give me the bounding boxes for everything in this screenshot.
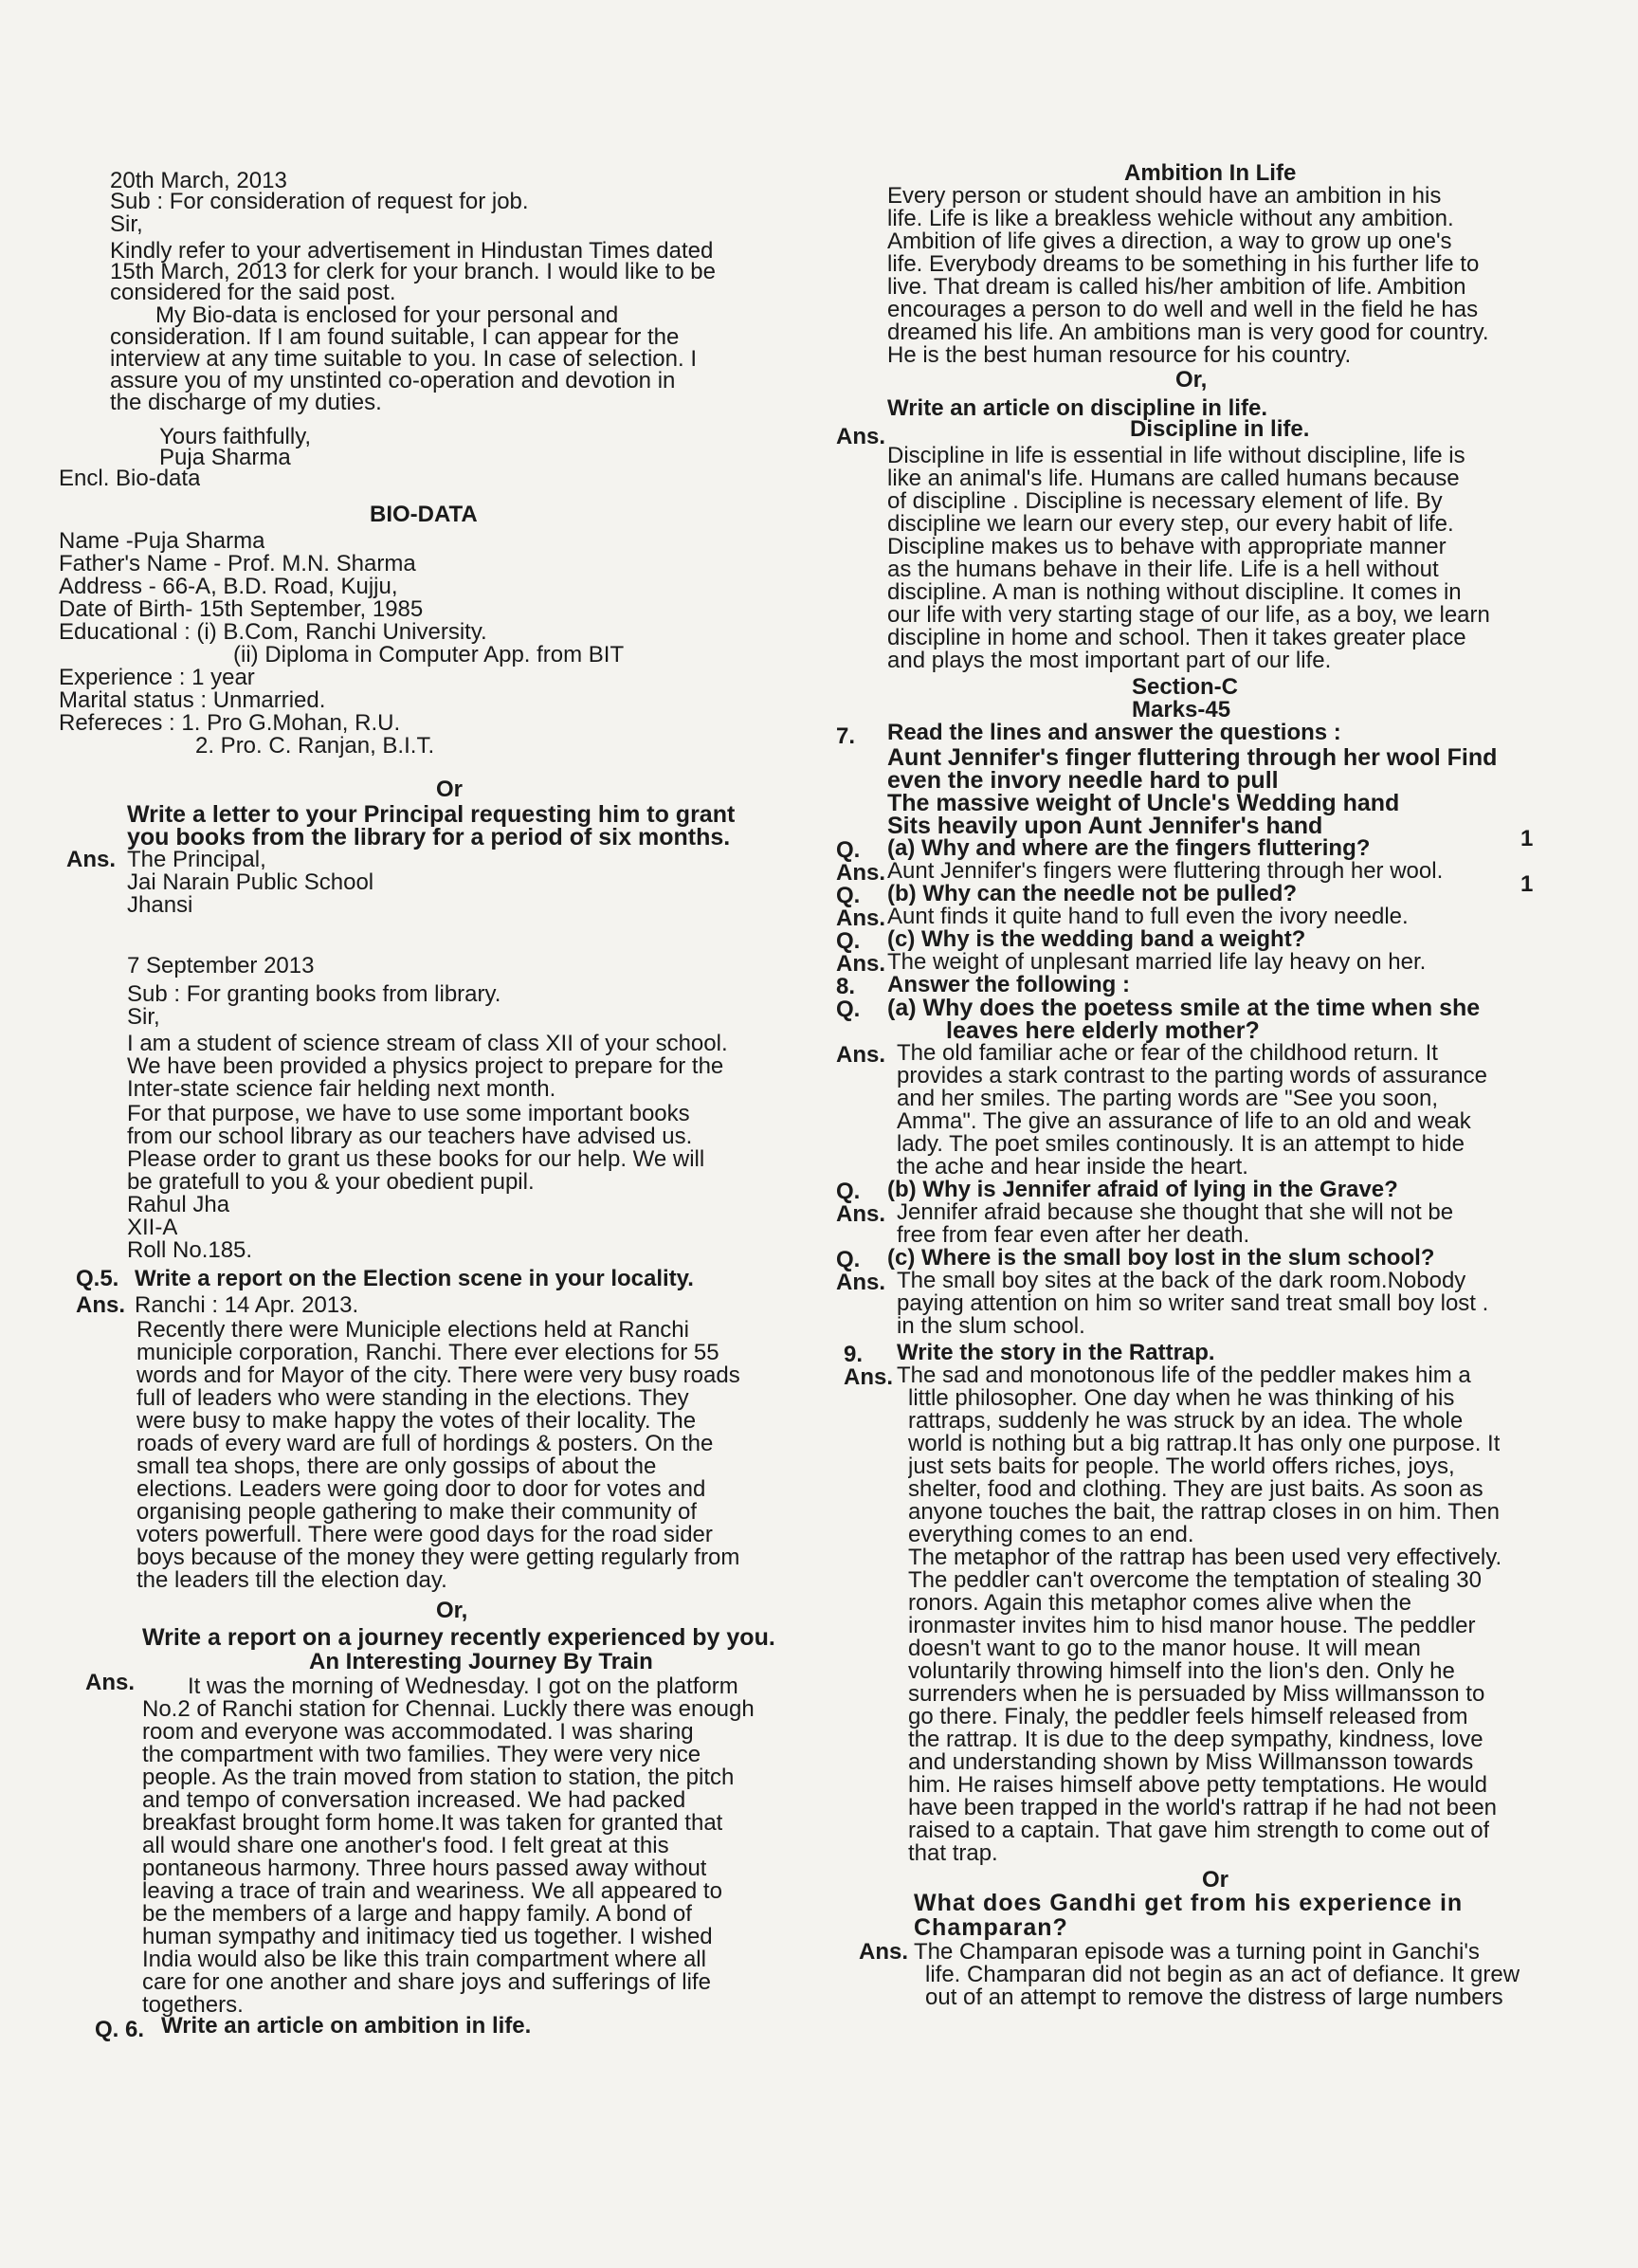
- or-divider: Or,: [1175, 368, 1208, 393]
- biodata-line: Address - 66-A, B.D. Road, Kujju,: [59, 575, 398, 599]
- article-line: discipline we learn our every step, our every habit of life.: [887, 512, 1454, 537]
- journey-line: India would also be like this train compartment where all: [142, 1948, 706, 1972]
- answer-text: lady. The poet smiles continously. It is an attempt to hide: [897, 1132, 1465, 1157]
- letter-para-line: assure you of my unstinted co-operation and devotion in: [110, 369, 676, 393]
- biodata-heading: BIO-DATA: [370, 503, 478, 527]
- story-line: ironmaster invites him to hisd manor house. The peddler: [908, 1614, 1476, 1638]
- report-line: Recently there were Municiple elections held at Ranchi: [136, 1318, 689, 1343]
- letter-para-line: consideration. If I am found suitable, I can appear for the: [110, 325, 680, 350]
- journey-line: all would share one another's food. I felt great at this: [142, 1834, 669, 1858]
- article-line: Discipline in life is essential in life without discipline, life is: [887, 444, 1465, 468]
- article-line: as the humans behave in their life. Life is a hell without: [887, 558, 1439, 582]
- question-text: Write a report on a journey recently experienced by you.: [142, 1625, 775, 1650]
- question-label: Q.: [836, 838, 861, 863]
- story-line: him. He raises himself above petty temptations. He would: [908, 1773, 1487, 1798]
- story-line: raised to a captain. That gave him strength to come out of: [908, 1819, 1490, 1843]
- poem-line: The massive weight of Uncle's Wedding hand: [887, 791, 1400, 815]
- question-label: Q.: [836, 1180, 861, 1204]
- answer-text: provides a stark contrast to the parting words of assurance: [897, 1064, 1487, 1088]
- report-line: elections. Leaders were going door to door for votes and: [136, 1477, 706, 1502]
- report-line: roads of every ward are full of hordings & posters. On the: [136, 1432, 714, 1456]
- article-title: Discipline in life.: [1130, 417, 1310, 442]
- biodata-line: (ii) Diploma in Computer App. from BIT: [233, 643, 625, 668]
- report-line: words and for Mayor of the city. There were very busy roads: [136, 1363, 740, 1388]
- letter2-line: Roll No.185.: [127, 1238, 253, 1263]
- answer-text: The old familiar ache or fear of the childhood return. It: [897, 1041, 1438, 1066]
- question-text: (b) Why is Jennifer afraid of lying in the Grave?: [887, 1178, 1398, 1202]
- letter2-line: XII-A: [127, 1216, 178, 1240]
- story-line: shelter, food and clothing. They are just baits. As soon as: [908, 1477, 1483, 1502]
- letter-closing: Yours faithfully,: [159, 425, 312, 449]
- letter2-line: Please order to grant us these books for our help. We will: [127, 1147, 705, 1172]
- answer-label: Ans.: [844, 1365, 894, 1390]
- letter-enclosure: Encl. Bio-data: [59, 466, 201, 491]
- answer-text: free from fear even after her death.: [897, 1223, 1250, 1248]
- letter2-line: Jai Narain Public School: [127, 870, 374, 895]
- journey-line: breakfast brought form home.It was taken for granted that: [142, 1811, 723, 1836]
- report-line: the leaders till the election day.: [136, 1568, 447, 1593]
- letter2-line: I am a student of science stream of class XII of your school.: [127, 1032, 728, 1056]
- answer-label: Ans.: [836, 952, 886, 977]
- answer-text: The weight of unplesant married life lay heavy on her.: [887, 950, 1427, 975]
- story-line: The sad and monotonous life of the peddler makes him a: [897, 1363, 1471, 1388]
- answer-label: Ans.: [836, 1202, 886, 1227]
- report-line: organising people gathering to make their community of: [136, 1500, 697, 1525]
- story-line: The metaphor of the rattrap has been used very effectively.: [908, 1546, 1502, 1570]
- letter2-line: from our school library as our teachers have advised us.: [127, 1125, 693, 1149]
- biodata-line: Father's Name - Prof. M.N. Sharma: [59, 552, 416, 576]
- poem-line: even the invory needle hard to pull: [887, 768, 1279, 793]
- biodata-line: Refereces : 1. Pro G.Mohan, R.U.: [59, 711, 401, 736]
- answer-text: the ache and hear inside the heart.: [897, 1155, 1248, 1180]
- story-line: ronors. Again this metaphor comes alive when the: [908, 1591, 1411, 1616]
- article-line: and plays the most important part of our life.: [887, 649, 1332, 673]
- question-text: Write the story in the Rattrap.: [897, 1341, 1215, 1365]
- letter-para-line: My Bio-data is enclosed for your personal and: [155, 303, 619, 328]
- answer-label: Ans.: [66, 848, 117, 872]
- story-line: just sets baits for people. The world offers riches, joys,: [908, 1454, 1455, 1479]
- question-text: (c) Where is the small boy lost in the slum school?: [887, 1246, 1435, 1271]
- question-text: Write an article on ambition in life.: [161, 2014, 532, 2039]
- answer-label: Ans.: [859, 1940, 909, 1965]
- letter-para-line: Kindly refer to your advertisement in Hindustan Times dated: [110, 239, 714, 264]
- story-line: go there. Finaly, the peddler feels himself released from: [908, 1705, 1468, 1729]
- answer-text: Jennifer afraid because she thought that she will not be: [897, 1200, 1454, 1225]
- article-line: discipline. A man is nothing without discipline. It comes in: [887, 580, 1462, 605]
- journey-line: leaving a trace of train and weariness. We all appeared to: [142, 1879, 722, 1904]
- journey-line: human sympathy and initimacy tied us together. I wished: [142, 1925, 713, 1949]
- article-line: live. That dream is called his/her ambition of life. Ambition: [887, 275, 1466, 300]
- story-line: have been trapped in the world's rattrap if he had not been: [908, 1796, 1498, 1820]
- article-line: Discipline makes us to behave with appropriate manner: [887, 535, 1447, 559]
- question-text: Write an article on discipline in life.: [887, 396, 1267, 421]
- answer-label: Ans.: [836, 425, 886, 449]
- answer-text: The Champaran episode was a turning point in Ganchi's: [914, 1940, 1480, 1965]
- letter2-line: be gratefull to you & your obedient pupil.: [127, 1170, 535, 1195]
- biodata-line: Educational : (i) B.Com, Ranchi University.: [59, 620, 487, 645]
- question-text: leaves here elderly mother?: [946, 1018, 1260, 1043]
- question-number: Q. 6.: [95, 2018, 145, 2042]
- answer-label: Ans.: [85, 1671, 136, 1695]
- report-line: full of leaders who were standing in the elections. They: [136, 1386, 689, 1411]
- story-line: everything comes to an end.: [908, 1523, 1194, 1547]
- journey-line: It was the morning of Wednesday. I got on the platform: [188, 1674, 738, 1699]
- answer-text: life. Champaran did not begin as an act of defiance. It grew: [925, 1963, 1520, 1987]
- letter2-line: Rahul Jha: [127, 1193, 230, 1217]
- article-line: like an animal's life. Humans are called humans because: [887, 466, 1460, 491]
- section-heading: Section-C: [1132, 675, 1239, 700]
- journey-line: care for one another and share joys and sufferings of life: [142, 1970, 711, 1995]
- report-line: small tea shops, there are only gossips of about the: [136, 1454, 657, 1479]
- letter2-line: For that purpose, we have to use some important books: [127, 1102, 690, 1126]
- journey-line: people. As the train moved from station to station, the pitch: [142, 1765, 735, 1790]
- article-line: of discipline . Discipline is necessary element of life. By: [887, 489, 1443, 514]
- marks-value: 1: [1520, 872, 1534, 897]
- article-line: Ambition of life gives a direction, a way to grow up one's: [887, 229, 1452, 254]
- story-line: that trap.: [908, 1841, 998, 1866]
- question-number: 8.: [836, 975, 856, 999]
- article-line: He is the best human resource for his country.: [887, 343, 1352, 368]
- story-line: and understanding shown by Miss Willmansson towards: [908, 1750, 1474, 1775]
- answer-text: The small boy sites at the back of the dark room.Nobody: [897, 1269, 1466, 1293]
- letter2-line: Sir,: [127, 1005, 160, 1030]
- biodata-line: 2. Pro. C. Ranjan, B.I.T.: [195, 734, 435, 759]
- question-text: What does Gandhi get from his experience in: [914, 1891, 1464, 1915]
- report-line: boys because of the money they were getting regularly from: [136, 1546, 740, 1570]
- journey-line: pontaneous harmony. Three hours passed away without: [142, 1856, 707, 1881]
- answer-label: Ans.: [836, 1271, 886, 1295]
- answer-label: Ans.: [836, 1043, 886, 1068]
- story-line: little philosopher. One day when he was thinking of his: [908, 1386, 1455, 1411]
- letter-subject: Sub : For consideration of request for job.: [110, 190, 529, 214]
- question-text: (a) Why does the poetess smile at the time when she: [887, 996, 1481, 1020]
- question-text: you books from the library for a period of six months.: [127, 825, 731, 850]
- question-number: 9.: [844, 1343, 864, 1367]
- answer-text: out of an attempt to remove the distress of large numbers: [925, 1985, 1503, 2010]
- answer-text: Amma". The give an assurance of life to an old and weak: [897, 1109, 1471, 1134]
- journey-line: and tempo of conversation increased. We had packed: [142, 1788, 686, 1813]
- journey-line: the compartment with two families. They were very nice: [142, 1743, 701, 1767]
- question-label: Q.: [836, 929, 861, 954]
- poem-line: Sits heavily upon Aunt Jennifer's hand: [887, 814, 1323, 838]
- answer-label: Ans.: [836, 906, 886, 931]
- letter-para-line: the discharge of my duties.: [110, 391, 382, 415]
- letter-para-line: considered for the said post.: [110, 281, 396, 305]
- article-line: life. Life is like a breakless wehicle without any ambition.: [887, 207, 1454, 231]
- report-line: voters powerfull. There were good days for the road sider: [136, 1523, 713, 1547]
- story-line: the rattrap. It is due to the deep sympathy, kindness, love: [908, 1728, 1483, 1752]
- article-line: discipline in home and school. Then it takes greater place: [887, 626, 1466, 650]
- question-text: (a) Why and where are the fingers fluttering?: [887, 836, 1371, 861]
- poem-line: Aunt Jennifer's finger fluttering through her wool Find: [887, 745, 1498, 770]
- question-text: Read the lines and answer the questions :: [887, 721, 1341, 745]
- question-text: (c) Why is the wedding band a weight?: [887, 927, 1306, 952]
- question-text: Answer the following :: [887, 973, 1130, 997]
- article-line: Every person or student should have an ambition in his: [887, 184, 1442, 209]
- article-line: dreamed his life. An ambitions man is very good for country.: [887, 320, 1489, 345]
- article-line: our life with very starting stage of our life, as a boy, we learn: [887, 603, 1490, 628]
- story-line: anyone touches the bait, the rattrap closes in on him. Then: [908, 1500, 1500, 1525]
- biodata-line: Name -Puja Sharma: [59, 529, 265, 554]
- letter-date: 20th March, 2013: [110, 169, 287, 193]
- answer-label: Ans.: [76, 1293, 126, 1318]
- article-line: life. Everybody dreams to be something in his further life to: [887, 252, 1480, 277]
- letter2-line: Sub : For granting books from library.: [127, 982, 501, 1007]
- marks-heading: Marks-45: [1132, 698, 1231, 722]
- journey-line: be the members of a large and happy family. A bond of: [142, 1902, 692, 1927]
- biodata-line: Marital status : Unmarried.: [59, 688, 326, 713]
- letter-salutation: Sir,: [110, 212, 143, 237]
- journey-line: togethers.: [142, 1993, 244, 2018]
- question-label: Q.: [836, 997, 861, 1022]
- journey-title: An Interesting Journey By Train: [309, 1650, 653, 1674]
- report-line: were busy to make happy the votes of their locality. The: [136, 1409, 697, 1434]
- answer-text: Aunt Jennifer's fingers were fluttering through her wool.: [887, 859, 1444, 884]
- question-number: Q.5.: [76, 1267, 119, 1291]
- question-text: Write a letter to your Principal requesting him to grant: [127, 802, 736, 827]
- story-line: rattraps, suddenly he was struck by an idea. The whole: [908, 1409, 1464, 1434]
- report-line: Ranchi : 14 Apr. 2013.: [135, 1293, 359, 1318]
- question-label: Q.: [836, 1248, 861, 1272]
- article-title: Ambition In Life: [1124, 161, 1297, 186]
- letter-signature: Puja Sharma: [159, 446, 291, 470]
- story-line: doesn't want to go to the manor house. It will mean: [908, 1637, 1421, 1661]
- story-line: voluntarily throwing himself into the lion's den. Only he: [908, 1659, 1455, 1684]
- question-label: Q.: [836, 884, 861, 908]
- biodata-line: Date of Birth- 15th September, 1985: [59, 597, 424, 622]
- or-divider: Or: [1202, 1868, 1229, 1893]
- answer-label: Ans.: [836, 861, 886, 886]
- story-line: surrenders when he is persuaded by Miss willmansson to: [908, 1682, 1485, 1707]
- letter2-line: Inter-state science fair helding next month.: [127, 1077, 556, 1102]
- or-divider: Or: [436, 777, 464, 802]
- question-text: Write a report on the Election scene in your locality.: [135, 1267, 694, 1291]
- article-line: encourages a person to do well and well in the field he has: [887, 298, 1479, 322]
- report-line: municiple corporation, Ranchi. There ever elections for 55: [136, 1341, 719, 1365]
- biodata-line: Experience : 1 year: [59, 666, 255, 690]
- letter-para-line: 15th March, 2013 for clerk for your branch. I would like to be: [110, 260, 716, 284]
- letter2-line: The Principal,: [127, 848, 266, 872]
- question-text: Champaran?: [914, 1915, 1068, 1940]
- letter2-line: We have been provided a physics project to prepare for the: [127, 1054, 724, 1079]
- answer-text: in the slum school.: [897, 1314, 1085, 1339]
- answer-text: paying attention on him so writer sand treat small boy lost .: [897, 1291, 1489, 1316]
- letter2-line: 7 September 2013: [127, 954, 315, 979]
- letter2-line: Jhansi: [127, 893, 193, 918]
- question-text: (b) Why can the needle not be pulled?: [887, 882, 1298, 906]
- letter-para-line: interview at any time suitable to you. In case of selection. I: [110, 347, 697, 372]
- answer-text: Aunt finds it quite hand to full even the ivory needle.: [887, 905, 1409, 929]
- answer-text: and her smiles. The parting words are "See you soon,: [897, 1087, 1439, 1111]
- story-line: world is nothing but a big rattrap.It has only one purpose. It: [908, 1432, 1501, 1456]
- question-number: 7.: [836, 724, 856, 749]
- journey-line: No.2 of Ranchi station for Chennai. Luckly there was enough: [142, 1697, 755, 1722]
- story-line: The peddler can't overcome the temptation of stealing 30: [908, 1568, 1482, 1593]
- marks-value: 1: [1520, 827, 1534, 851]
- journey-line: room and everyone was accommodated. I was sharing: [142, 1720, 694, 1745]
- or-divider: Or,: [436, 1599, 468, 1623]
